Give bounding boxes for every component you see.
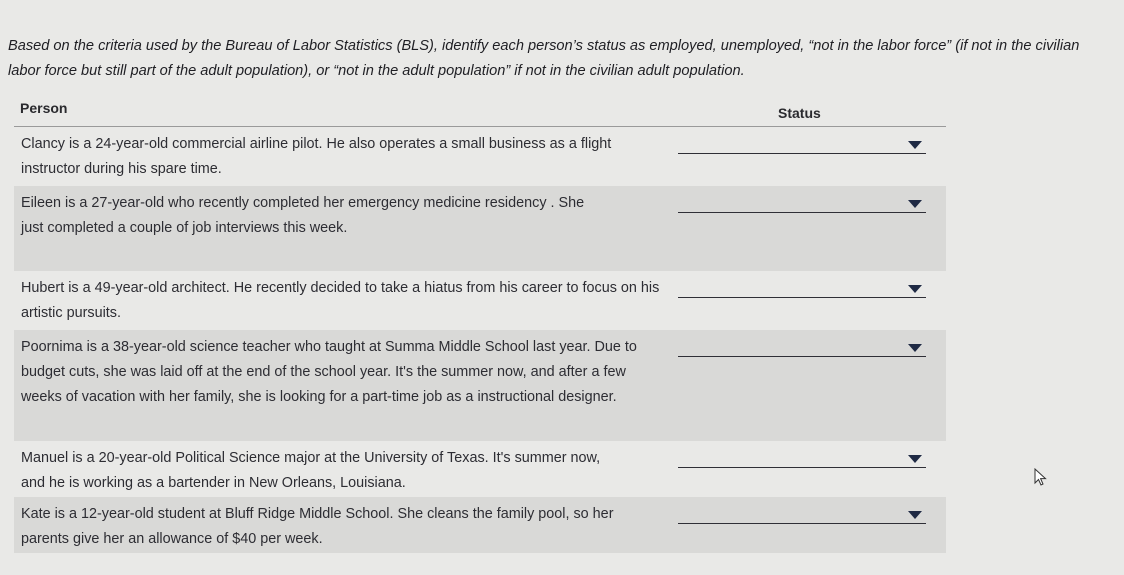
person-description: Clancy is a 24-year-old commercial airline pilot. He also operates a small business as a flight instructor during his spare time. xyxy=(21,136,612,177)
person-description: Kate is a 12-year-old student at Bluff Ridge Middle School. She cleans the family pool, so her parents give her an allowance of $40 per week. xyxy=(21,506,614,547)
person-description: Eileen is a 27-year-old who recently completed her emergency medicine residency . She just completed a couple of job interviews this week. xyxy=(21,195,585,236)
table-row xyxy=(14,186,946,271)
status-dropdown[interactable] xyxy=(678,279,926,298)
person-description: Poornima is a 38-year-old science teacher who taught at Summa Middle School last year. Due to budget cuts, she was laid off at the end of the school year. It's the summer now, and after a few weeks of vacation with her family, she is looking for a part-time job as a instructional designer. xyxy=(21,339,637,405)
person-description: Hubert is a 49-year-old architect. He recently decided to take a hiatus from his career to focus on his artistic pursuits. xyxy=(21,280,660,321)
chevron-down-icon xyxy=(908,511,922,519)
person-description: Manuel is a 20-year-old Political Science major at the University of Texas. It's summer now, and he is working as a bartender in New Orleans, Louisiana. xyxy=(21,450,601,491)
table-row xyxy=(14,497,946,553)
table-row xyxy=(14,271,946,330)
column-header-person: Person xyxy=(20,100,68,116)
chevron-down-icon xyxy=(908,285,922,293)
status-table xyxy=(14,96,946,553)
table-row xyxy=(14,441,946,497)
chevron-down-icon xyxy=(908,344,922,352)
status-dropdown[interactable] xyxy=(678,194,926,213)
column-header-status: Status xyxy=(778,105,821,121)
table-row xyxy=(14,127,946,186)
instructions-text: Based on the criteria used by the Bureau of Labor Statistics (BLS), identify each person’s status as employed, unemployed, “not in the labor force” (if not in the civilian labor force but still part of the adult population), or “not in the adult population” if not in the civilian adult population. xyxy=(8,38,1080,79)
table-header xyxy=(14,96,946,127)
status-dropdown[interactable] xyxy=(678,449,926,468)
table-row xyxy=(14,330,946,441)
chevron-down-icon xyxy=(908,200,922,208)
chevron-down-icon xyxy=(908,455,922,463)
status-dropdown[interactable] xyxy=(678,338,926,357)
status-dropdown[interactable] xyxy=(678,505,926,524)
chevron-down-icon xyxy=(908,141,922,149)
mouse-pointer-icon xyxy=(1034,468,1048,486)
status-dropdown[interactable] xyxy=(678,135,926,154)
